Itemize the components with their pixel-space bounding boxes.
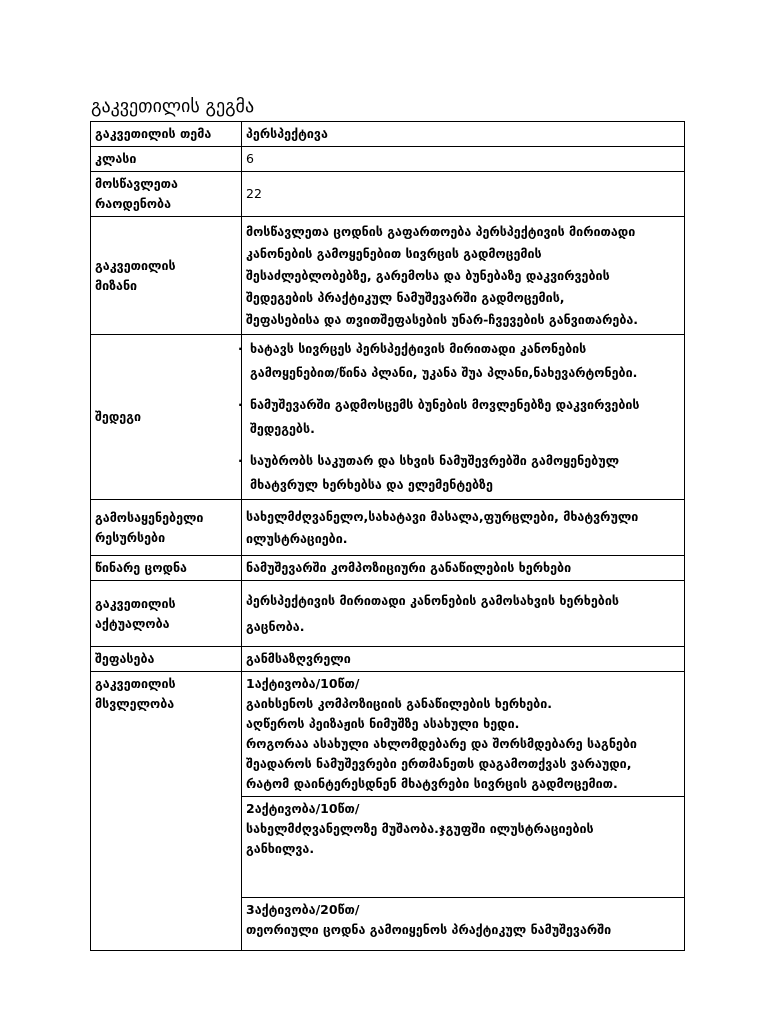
outcome-line: საუბრობს საკუთარ და სხვის ნამუშევრებში გამოყენებულ [250, 453, 620, 468]
document-title: გაკვეთილის გეგმა [91, 96, 255, 117]
activity-line: გაიხსენოს კომპოზიციის განაწილების ხერხები. [246, 696, 552, 711]
activity-line: აღწეროს პეიზაჟის ნიმუშზე ასახული ხედი. [246, 716, 520, 731]
activity-3 [242, 897, 684, 950]
table-row [91, 172, 685, 217]
course-label-line: მსვლელობა [95, 696, 175, 711]
goal-line: მოსწავლეთა ცოდნის გაფართოება პერსპექტივის მირითადი [246, 223, 636, 239]
students-label-line: რაოდენობა [95, 196, 172, 211]
table-row [91, 122, 685, 147]
goal-line: კანონების გამოყენებით სივრცის გადმოცემის [246, 245, 542, 261]
relevance-label-line: გაკვეთილის [95, 595, 176, 611]
lesson-plan-table [90, 121, 685, 951]
assessment-label: შეფასება [91, 647, 242, 672]
outcome-label: შედეგი [91, 335, 242, 500]
activity-line: რატომ დაინტერესდნენ მხატვრები სივრცის გადმოცემით. [246, 776, 618, 791]
activity-line: განხილვა. [246, 841, 315, 856]
relevance-label-line: აქტუალობა [95, 615, 170, 631]
resources-value [242, 500, 685, 556]
relevance-line: გაცნობა. [246, 618, 305, 634]
table-row [91, 335, 685, 500]
goal-line: შედეგების პრაქტიკულ ნამუშევარში გადმოცემის, [246, 289, 565, 305]
list-item [238, 393, 680, 441]
activity-header: 1აქტივობა/10წთ/ [246, 676, 360, 691]
table-row [91, 147, 685, 172]
outcome-list [238, 335, 685, 500]
outcome-line: შედეგებს. [250, 421, 315, 436]
goal-label-line: მიზანი [95, 277, 138, 293]
activity-header: 2აქტივობა/10წთ/ [246, 801, 360, 816]
resources-label [91, 500, 242, 556]
relevance-label [91, 581, 242, 647]
outcome-line: ნამუშევარში გადმოსცემს ბუნების მოვლენებზე დაკვირვების [250, 397, 640, 412]
students-value: 22 [242, 172, 685, 217]
course-label-line: გაკვეთილის [95, 676, 176, 691]
activity-line: სახელმძღვანელოზე მუშაობა.ჯგუფში ილუსტრაციების [246, 821, 594, 836]
activity-1 [246, 672, 680, 796]
list-item [238, 337, 680, 385]
goal-label-line: გაკვეთილის [95, 257, 176, 273]
bullet-icon: · [238, 454, 243, 468]
table-row [91, 581, 685, 647]
outcome-line: მხატვრულ ხერხებსა და ელემენტებზე [250, 477, 493, 492]
course-activities [242, 672, 685, 951]
bullet-icon: · [238, 342, 243, 356]
topic-label: გაკვეთილის თემა [91, 122, 242, 147]
resources-label-line: გამოსაყენებელი [95, 509, 204, 525]
table-row [91, 556, 685, 581]
topic-value: პერსპექტივა [242, 122, 685, 147]
bullet-icon: · [238, 398, 243, 412]
prior-label: წინარე ცოდნა [91, 556, 242, 581]
relevance-value [242, 581, 685, 647]
table-row [91, 672, 685, 951]
activity-line: შეადაროს ნამუშევრები ერთმანეთს დაგამოთქვას ვარაუდი, [246, 756, 632, 771]
class-value: 6 [242, 147, 685, 172]
class-label: კლასი [91, 147, 242, 172]
goal-value [242, 217, 685, 335]
table-row [91, 217, 685, 335]
goal-line: შეფასებისა და თვითშეფასების უნარ-ჩვევების განვითარება. [246, 311, 639, 327]
activity-line: როგორაა ასახული ახლომდებარე და შორსმდებარე საგნები [246, 736, 637, 751]
list-item [238, 449, 680, 497]
resources-label-line: რესურსები [95, 529, 166, 545]
students-label-line: მოსწავლეთა [95, 176, 178, 191]
goal-line: შესაძლებლობებზე, გარემოსა და ბუნებაზე დაკვირვების [246, 267, 610, 283]
resources-line: სახელმძღვანელო,სახატავი მასალა,ფურცლები, მხატვრული [246, 508, 639, 524]
goal-label [91, 217, 242, 335]
outcome-line: გამოყენებით/წინა პლანი, უკანა შუა პლანი,ნახევარტონები. [250, 365, 638, 380]
activity-2 [242, 796, 684, 897]
activity-header: 3აქტივობა/20წთ/ [246, 902, 360, 917]
table-row [91, 647, 685, 672]
outcome-line: ხატავს სივრცეს პერსპექტივის მირითადი კანონების [250, 341, 587, 356]
assessment-value: განმსაზღვრელი [242, 647, 685, 672]
table-row [91, 500, 685, 556]
relevance-line: პერსპექტივის მირითადი კანონების გამოსახვის ხერხების [246, 592, 619, 608]
resources-line: ილუსტრაციები. [246, 530, 348, 546]
activity-line: თეორიული ცოდნა გამოიყენოს პრაქტიკულ ნამუშევარში [246, 922, 612, 937]
students-label [91, 172, 242, 217]
prior-value: ნამუშევარში კომპოზიციური განაწილების ხერხები [242, 556, 685, 581]
course-label [91, 672, 242, 951]
